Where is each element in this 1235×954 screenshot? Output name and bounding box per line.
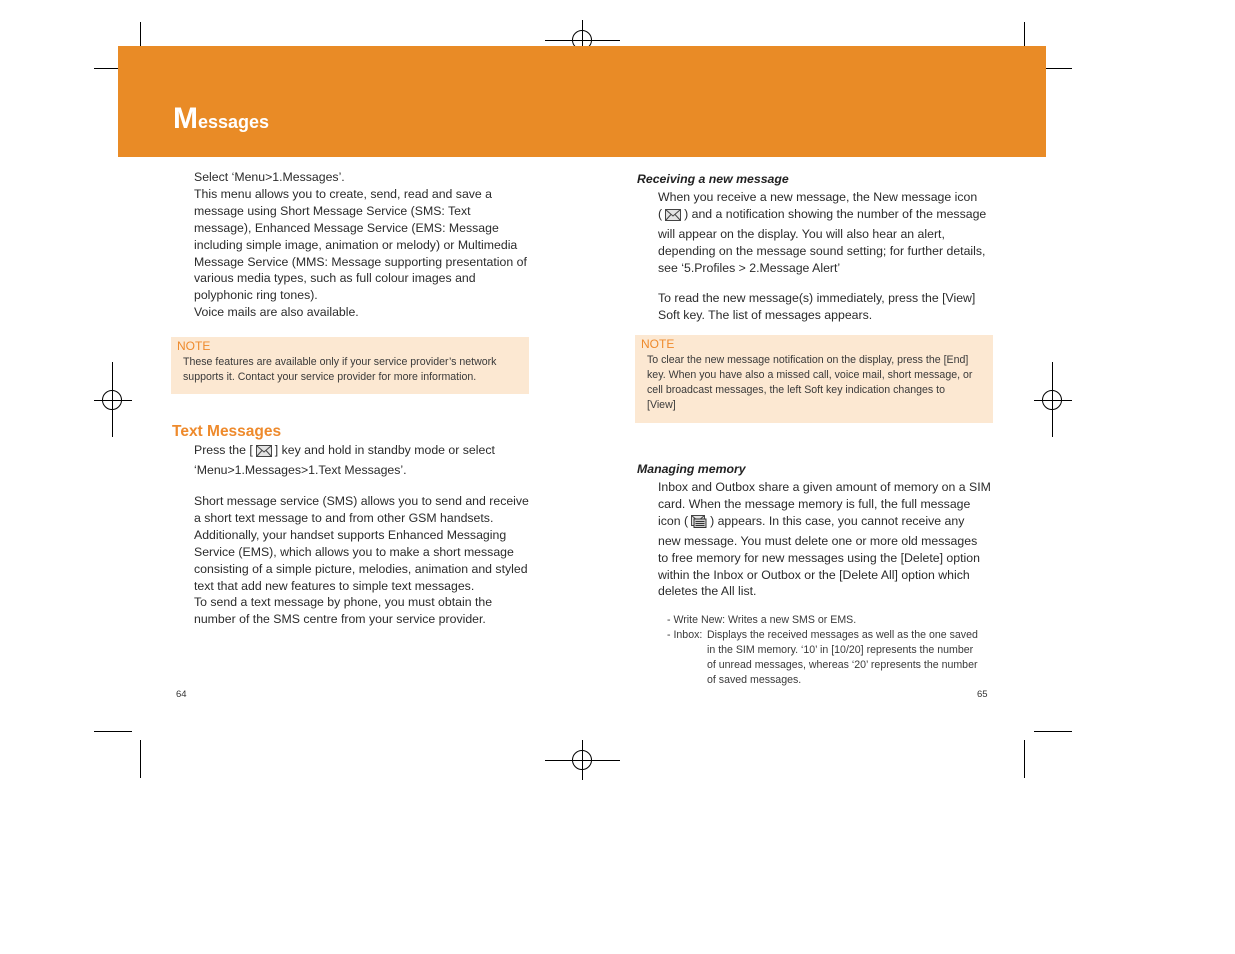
sms-line: Additionally, your handset supports Enhanced Messaging [194, 527, 507, 542]
envelope-icon [665, 209, 681, 226]
read-paragraph [658, 290, 1003, 324]
memory-heading: Managing memory [637, 462, 746, 476]
memory-paragraph [658, 479, 1003, 600]
intro-line: polyphonic ring tones). [194, 288, 318, 303]
list-item-line: of unread messages, whereas ‘20’ represents the number [707, 659, 978, 671]
intro-line: message), Enhanced Message Service (EMS: Message [194, 220, 499, 235]
receiving-line1: When you receive a new message, the New message icon [658, 190, 978, 204]
note-line: key. When you have also a missed call, voice mail, short message, or [647, 369, 973, 381]
note-label-right: NOTE [641, 337, 675, 351]
note-line: These features are available only if your service provider’s network [183, 356, 497, 368]
sms-paragraph [194, 493, 539, 628]
press-key-paragraph [194, 442, 534, 479]
memory-line1: Inbox and Outbox share a given amount of memory on a SIM [658, 480, 991, 494]
section-title: Text Messages [172, 423, 282, 440]
note-text-left [183, 355, 528, 385]
list-item-line: in the SIM memory. ‘10’ in [10/20] represents the number [707, 644, 974, 656]
header-band [118, 46, 1046, 157]
intro-paragraph [194, 169, 534, 321]
sms-line: Short message service (SMS) allows you to send and receive [194, 494, 529, 508]
receiving-line2-prefix: ( [658, 206, 663, 221]
receiving-line2-suffix: ) and a notification showing the number of the message [684, 206, 987, 221]
list-item-line: Displays the received messages as well as the one saved [707, 629, 978, 641]
memory-full-icon [691, 515, 707, 533]
intro-line: various media types, such as full colour images and [194, 271, 476, 286]
page-number-right: 65 [977, 689, 988, 700]
receiving-lines [658, 226, 1003, 277]
list-item [667, 628, 997, 688]
intro-line: message using Short Message Service (SMS: Text [194, 203, 471, 218]
page-title [173, 104, 269, 134]
memory-line2: card. When the message memory is full, the full message [658, 496, 971, 511]
sms-line: text that add new features to simple text messages. [194, 578, 475, 593]
note-label-left: NOTE [177, 339, 211, 353]
receiving-paragraph [658, 189, 1003, 277]
memory-line: to free memory for new messages using the [Delete] option [658, 550, 980, 565]
note-text-right [647, 353, 992, 413]
note-line: [View] [647, 399, 676, 411]
intro-line: including simple image, animation or melody) or Multimedia [194, 237, 518, 252]
press-suffix: ] key and hold in standby mode or select [274, 443, 495, 457]
memory-line: deletes the All list. [658, 584, 757, 599]
press-prefix: Press the [ [194, 443, 253, 457]
receiving-line: see ‘5.Profiles > 2.Message Alert’ [658, 260, 841, 275]
memory-line: new message. You must delete one or more old messages [658, 533, 978, 548]
note-line: supports it. Contact your service provider for more information. [183, 371, 477, 383]
title-rest: essages [198, 112, 270, 132]
list-item-line: of saved messages. [707, 674, 802, 686]
memory-lines [658, 533, 1003, 601]
receiving-heading: Receiving a new message [637, 172, 789, 186]
title-initial: M [173, 102, 198, 135]
receiving-line: will appear on the display. You will also hear an alert, [658, 226, 945, 241]
note-line: To clear the new message notification on the display, press the [End] [647, 354, 969, 366]
receiving-line: depending on the message sound setting; for further details, [658, 243, 986, 258]
menu-list [667, 613, 997, 688]
sms-line: number of the SMS centre from your service provider. [194, 612, 486, 627]
read-line: To read the new message(s) immediately, press the [View] [658, 291, 976, 305]
envelope-icon [256, 445, 272, 462]
memory-line3-suffix: ) appears. In this case, you cannot receive any [710, 513, 965, 528]
list-item-key: - Inbox: [667, 629, 703, 641]
page-number-left: 64 [176, 689, 187, 700]
read-line: Soft key. The list of messages appears. [658, 307, 873, 322]
sms-line: To send a text message by phone, you must obtain the [194, 595, 493, 610]
intro-line: Select ‘Menu>1.Messages’. [194, 170, 345, 184]
sms-line: Service (EMS), which allows you to make a short message [194, 544, 514, 559]
intro-line: Message Service (MMS: Message supporting presentation of [194, 254, 527, 269]
sms-line: a short text message to and from other GSM handsets. [194, 510, 494, 525]
note-line: cell broadcast messages, the left Soft key indication changes to [647, 384, 945, 396]
sms-line: consisting of a simple picture, melodies, animation and styled [194, 561, 528, 576]
memory-line: within the Inbox or Outbox or the [Delete All] option which [658, 567, 970, 582]
list-item: - Write New: Writes a new SMS or EMS. [667, 614, 857, 626]
intro-line: Voice mails are also available. [194, 305, 359, 320]
intro-line: This menu allows you to create, send, read and save a [194, 186, 493, 201]
press-line2: ‘Menu>1.Messages>1.Text Messages’. [194, 462, 407, 477]
memory-line3-prefix: icon ( [658, 513, 689, 528]
